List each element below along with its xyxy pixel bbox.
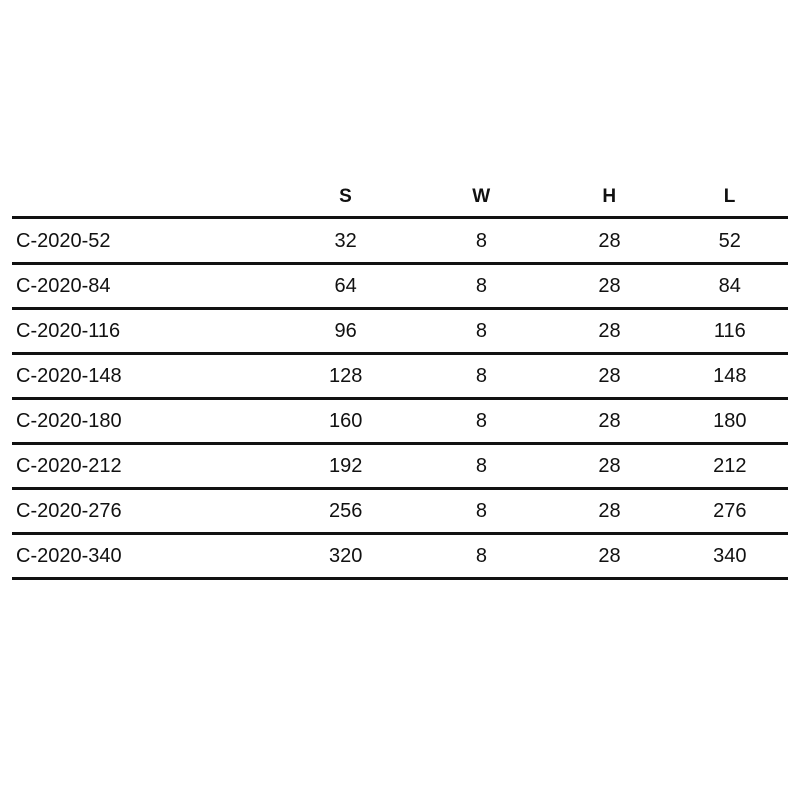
cell-l-value: 340 [713,545,747,567]
column-header-s [276,186,416,218]
cell-part-name: C-2020-52 [12,218,276,264]
cell-l [672,309,788,354]
cell-l-value: 116 [713,320,746,342]
cell-s-value: 160 [328,410,363,432]
cell-s-value: 192 [328,455,363,477]
cell-s [276,399,416,444]
cell-h-value: 28 [598,410,621,432]
cell-s-value: 32 [334,230,357,252]
cell-l-value: 148 [713,365,747,387]
cell-w-value: 8 [475,410,488,432]
cell-h [547,534,671,579]
cell-part-name: C-2020-116 [12,309,276,354]
cell-s [276,534,416,579]
cell-h-value: 28 [598,230,621,252]
cell-w [416,354,548,399]
cell-s [276,309,416,354]
cell-w [416,218,548,264]
table-row [12,399,788,444]
cell-s-value: 320 [328,545,363,567]
cell-h-value: 28 [598,320,621,342]
cell-l-value: 84 [718,275,741,297]
cell-s-value: 64 [334,275,357,297]
column-header-w [416,186,548,218]
table-row [12,218,788,264]
cell-w-value: 8 [475,320,488,342]
cell-h-value: 28 [598,365,621,387]
cell-l [672,264,788,309]
spec-table-container [12,186,788,580]
cell-h [547,444,671,489]
cell-w-value: 8 [475,230,488,252]
cell-l [672,354,788,399]
cell-w-value: 8 [475,455,488,477]
cell-part-name: C-2020-148 [12,354,276,399]
cell-h [547,218,671,264]
cell-s [276,264,416,309]
cell-w [416,399,548,444]
table-header-row [12,186,788,218]
cell-h [547,309,671,354]
table-body [12,218,788,579]
cell-part-name: C-2020-84 [12,264,276,309]
cell-l-value: 52 [718,230,741,252]
cell-s-value: 256 [328,500,363,522]
cell-part-name: C-2020-180 [12,399,276,444]
cell-h-value: 28 [598,500,621,522]
cell-h-value: 28 [598,275,621,297]
cell-l [672,218,788,264]
cell-part-name: C-2020-340 [12,534,276,579]
column-header-s-label: S [339,186,353,207]
cell-s-value: 128 [328,365,363,387]
cell-w [416,489,548,534]
cell-l-value: 212 [713,455,747,477]
table-row [12,534,788,579]
cell-l [672,534,788,579]
spec-table [12,186,788,580]
cell-w [416,534,548,579]
column-header-l [672,186,788,218]
cell-h [547,264,671,309]
table-row [12,489,788,534]
cell-w [416,264,548,309]
column-header-name [12,186,276,218]
cell-part-name: C-2020-212 [12,444,276,489]
cell-h [547,399,671,444]
table-row [12,444,788,489]
cell-w-value: 8 [475,365,488,387]
table-header [12,186,788,218]
table-row [12,264,788,309]
cell-w [416,444,548,489]
cell-s [276,218,416,264]
cell-s [276,489,416,534]
cell-s-value: 96 [334,320,357,342]
cell-l [672,444,788,489]
cell-h-value: 28 [598,545,621,567]
table-row [12,354,788,399]
cell-w-value: 8 [475,275,488,297]
cell-h [547,354,671,399]
cell-w [416,309,548,354]
cell-s [276,444,416,489]
cell-l [672,399,788,444]
cell-h-value: 28 [598,455,621,477]
column-header-w-label: W [472,186,491,207]
cell-h [547,489,671,534]
cell-s [276,354,416,399]
column-header-l-label: L [723,186,736,207]
cell-l [672,489,788,534]
cell-l-value: 276 [713,500,747,522]
cell-part-name: C-2020-276 [12,489,276,534]
cell-l-value: 180 [713,410,747,432]
table-row [12,309,788,354]
cell-w-value: 8 [475,545,488,567]
cell-w-value: 8 [475,500,488,522]
column-header-h-label: H [602,186,617,207]
column-header-h [547,186,671,218]
